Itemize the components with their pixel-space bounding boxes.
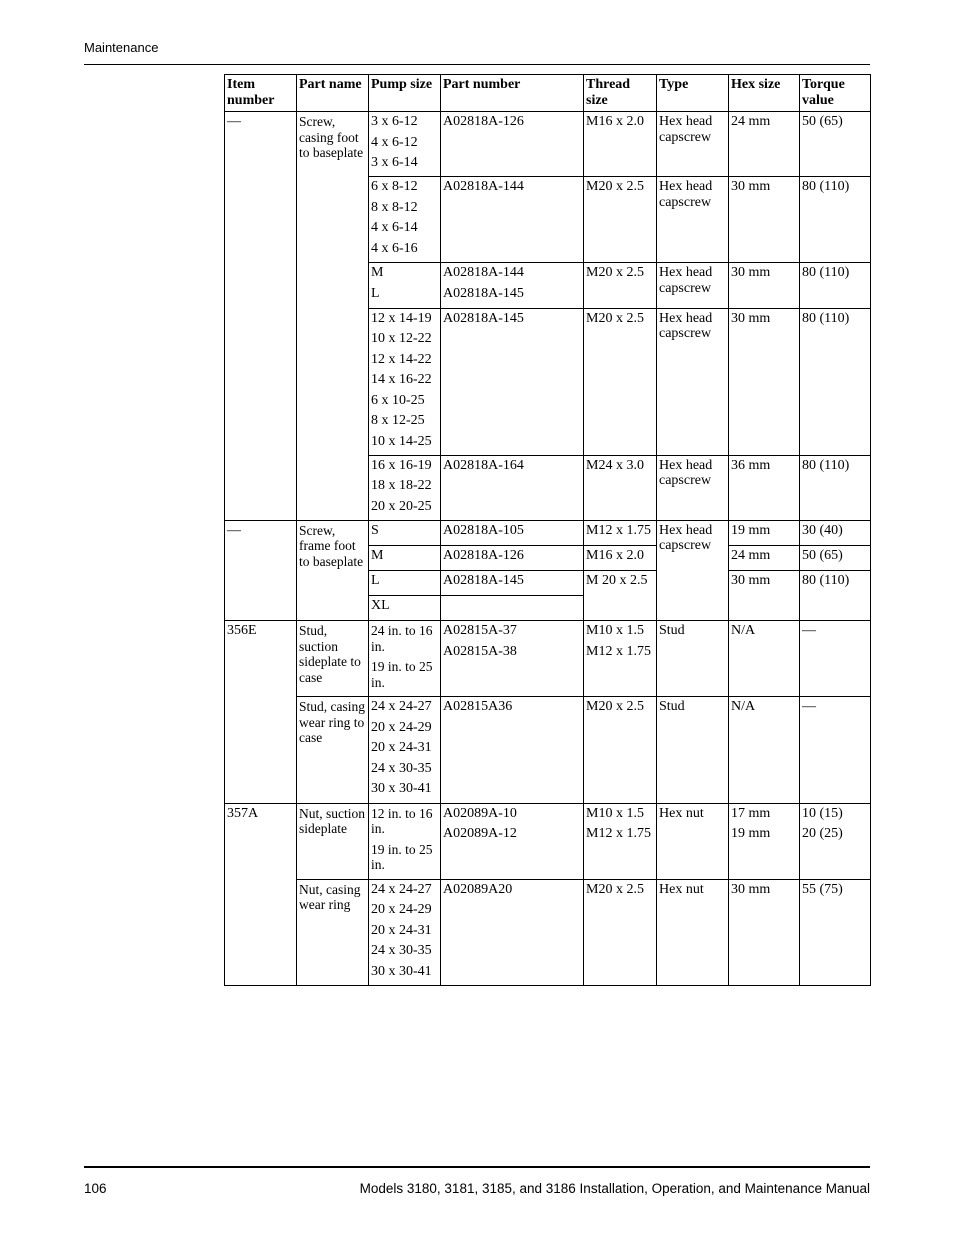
thread-size-cell: M10 x 1.5 M12 x 1.75: [584, 621, 657, 697]
torque-value-cell: 80 (110): [800, 308, 871, 455]
hex-size-cell: 36 mm: [729, 455, 800, 520]
hex-size-cell: N/A: [729, 697, 800, 803]
pump-size-cell: 24 x 24-27 20 x 24-29 20 x 24-31 24 x 30-35 30 x 30-41: [369, 697, 441, 803]
type-cell: Stud: [657, 621, 729, 697]
torque-value-cell: 10 (15) 20 (25): [800, 803, 871, 879]
table-row: [225, 621, 871, 697]
type-cell: Hex nut: [657, 803, 729, 879]
section-header: Maintenance: [84, 40, 159, 55]
part-number-cell: A02815A36: [441, 697, 584, 803]
type-cell: Hex head capscrew: [657, 520, 729, 620]
table-header-row: [225, 75, 871, 112]
hex-size-cell: 30 mm: [729, 879, 800, 985]
column-header: Pump size: [369, 75, 441, 112]
column-header: Part name: [297, 75, 369, 112]
table-row: [225, 879, 871, 985]
part-number-cell: A02089A20: [441, 879, 584, 985]
hex-size-cell: N/A: [729, 621, 800, 697]
pump-size-cell: M L: [369, 263, 441, 308]
thread-size-cell: M20 x 2.5: [584, 697, 657, 803]
type-cell: Hex head capscrew: [657, 455, 729, 520]
torque-value-cell: 80 (110): [800, 263, 871, 308]
torque-value-cell: 80 (110): [800, 571, 871, 621]
thread-size-cell: M12 x 1.75: [584, 520, 657, 545]
table-row: [225, 520, 871, 545]
hex-size-cell: 24 mm: [729, 112, 800, 177]
type-cell: Hex head capscrew: [657, 112, 729, 177]
thread-size-cell: M16 x 2.0: [584, 112, 657, 177]
page-number: 106: [84, 1181, 107, 1196]
pump-size-cell: XL: [369, 596, 441, 621]
torque-value-cell: 80 (110): [800, 177, 871, 263]
type-cell: Stud: [657, 697, 729, 803]
hex-size-cell: 30 mm: [729, 263, 800, 308]
hex-size-cell: 17 mm 19 mm: [729, 803, 800, 879]
column-header: Thread size: [584, 75, 657, 112]
part-number-cell: A02818A-144: [441, 177, 584, 263]
column-header: Type: [657, 75, 729, 112]
item-number-cell: —: [225, 520, 297, 620]
part-number-cell: A02818A-126: [441, 112, 584, 177]
pump-size-cell: 24 in. to 16 in. 19 in. to 25 in.: [369, 621, 441, 697]
thread-size-cell: M10 x 1.5 M12 x 1.75: [584, 803, 657, 879]
part-number-cell: A02818A-126: [441, 546, 584, 571]
footer-rule: [84, 1166, 870, 1168]
column-header: Item number: [225, 75, 297, 112]
pump-size-cell: M: [369, 546, 441, 571]
column-header: Part number: [441, 75, 584, 112]
part-name-cell: Nut, casing wear ring: [297, 879, 369, 985]
torque-value-cell: 30 (40): [800, 520, 871, 545]
pump-size-cell: 12 x 14-19 10 x 12-22 12 x 14-22 14 x 16-22 6 x 10-25 8 x 12-25 10 x 14-25: [369, 308, 441, 455]
table-row: [225, 803, 871, 879]
thread-size-cell: M24 x 3.0: [584, 455, 657, 520]
part-name-cell: Stud, suction sideplate to case: [297, 621, 369, 697]
table-row: [225, 697, 871, 803]
hex-size-cell: 30 mm: [729, 571, 800, 621]
part-number-cell: A02818A-164: [441, 455, 584, 520]
part-number-cell: A02089A-10 A02089A-12: [441, 803, 584, 879]
header-rule: [84, 64, 870, 65]
hex-size-cell: 30 mm: [729, 308, 800, 455]
part-number-cell: A02818A-105: [441, 520, 584, 545]
item-number-cell: 356E: [225, 621, 297, 803]
pump-size-cell: 6 x 8-12 8 x 8-12 4 x 6-14 4 x 6-16: [369, 177, 441, 263]
table-row: [225, 112, 871, 177]
hex-size-cell: 30 mm: [729, 177, 800, 263]
part-name-cell: Stud, casing wear ring to case: [297, 697, 369, 803]
type-cell: Hex head capscrew: [657, 263, 729, 308]
torque-value-cell: 55 (75): [800, 879, 871, 985]
part-number-cell: A02815A-37 A02815A-38: [441, 621, 584, 697]
part-number-cell: A02818A-145: [441, 308, 584, 455]
thread-size-cell: M20 x 2.5: [584, 308, 657, 455]
hex-size-cell: 19 mm: [729, 520, 800, 545]
part-name-cell: Screw, casing foot to baseplate: [297, 112, 369, 521]
pump-size-cell: L: [369, 571, 441, 596]
pump-size-cell: 3 x 6-12 4 x 6-12 3 x 6-14: [369, 112, 441, 177]
type-cell: Hex head capscrew: [657, 177, 729, 263]
type-cell: Hex nut: [657, 879, 729, 985]
part-number-cell: A02818A-145: [441, 571, 584, 596]
pump-size-cell: 12 in. to 16 in. 19 in. to 25 in.: [369, 803, 441, 879]
torque-value-cell: 80 (110): [800, 455, 871, 520]
part-number-cell: [441, 596, 584, 621]
thread-size-cell: M20 x 2.5: [584, 879, 657, 985]
part-number-cell: A02818A-144 A02818A-145: [441, 263, 584, 308]
torque-value-cell: —: [800, 621, 871, 697]
thread-size-cell: M16 x 2.0: [584, 546, 657, 571]
torque-value-cell: 50 (65): [800, 112, 871, 177]
column-header: Hex size: [729, 75, 800, 112]
torque-table: [224, 74, 871, 986]
manual-title: Models 3180, 3181, 3185, and 3186 Installation, Operation, and Maintenance Manual: [359, 1181, 870, 1196]
thread-size-cell: M 20 x 2.5: [584, 571, 657, 621]
thread-size-cell: M20 x 2.5: [584, 263, 657, 308]
pump-size-cell: 24 x 24-27 20 x 24-29 20 x 24-31 24 x 30-35 30 x 30-41: [369, 879, 441, 985]
part-name-cell: Screw, frame foot to baseplate: [297, 520, 369, 620]
item-number-cell: 357A: [225, 803, 297, 985]
pump-size-cell: S: [369, 520, 441, 545]
part-name-cell: Nut, suction sideplate: [297, 803, 369, 879]
torque-value-cell: —: [800, 697, 871, 803]
thread-size-cell: M20 x 2.5: [584, 177, 657, 263]
type-cell: Hex head capscrew: [657, 308, 729, 455]
pump-size-cell: 16 x 16-19 18 x 18-22 20 x 20-25: [369, 455, 441, 520]
column-header: Torque value: [800, 75, 871, 112]
torque-value-cell: 50 (65): [800, 546, 871, 571]
hex-size-cell: 24 mm: [729, 546, 800, 571]
item-number-cell: —: [225, 112, 297, 521]
